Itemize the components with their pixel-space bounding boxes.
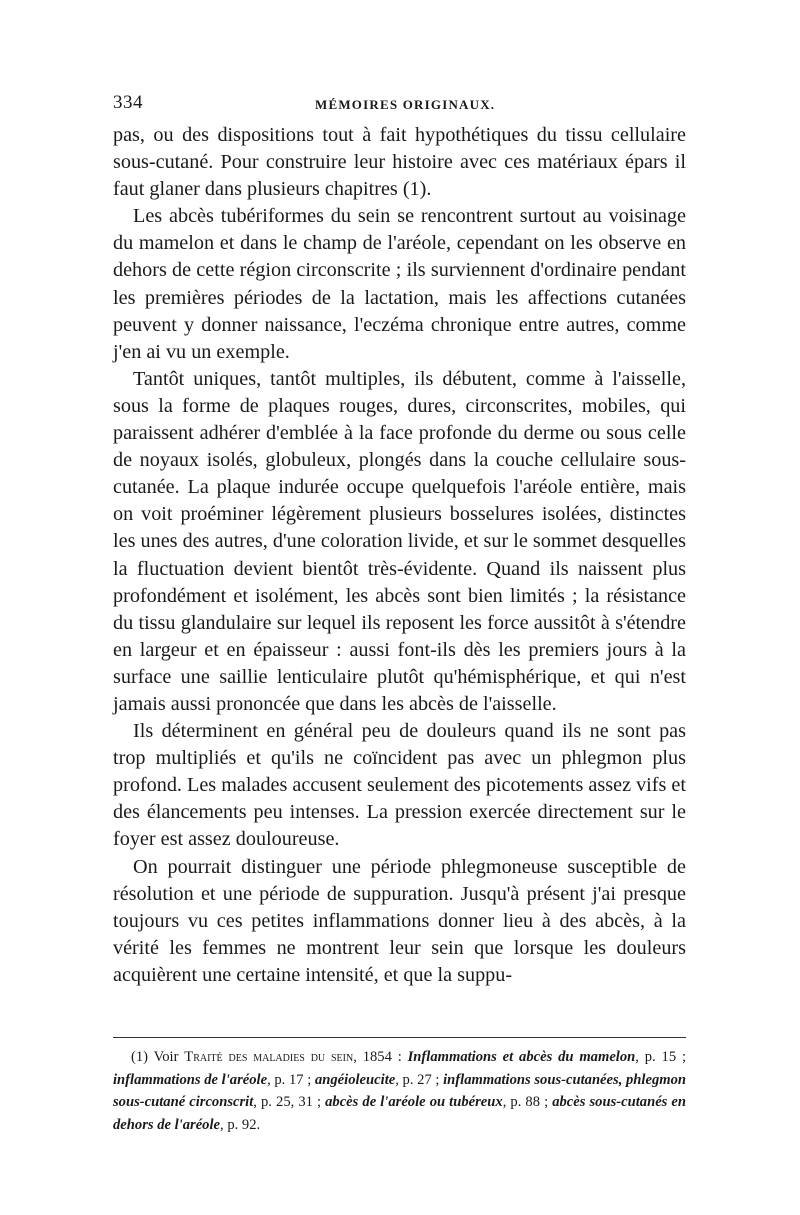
page-header bbox=[113, 92, 686, 122]
paragraph-5: On pourrait distinguer une période phlegmoneuse susceptible de résolution et une période de suppuration. Jusqu'à présent j'ai presque toujours vu ces petites inflammations donner lieu à des abcès, à la vérité les femmes ne montrent leur sein que lorsque les douleurs acquièrent une certaine intensité, et que la suppu- bbox=[113, 855, 686, 986]
footnote-ref-1-title: Inflammations et abcès du mamelon bbox=[407, 1049, 636, 1065]
footnote-year: , 1854 : bbox=[353, 1049, 408, 1065]
footnote-ref-4-page: , p. 25, 31 ; bbox=[253, 1094, 326, 1110]
paragraph-2: Les abcès tubériformes du sein se rencontrent surtout au voisinage du mamelon et dans le champ de l'aréole, cependant on les observe en dehors de cette région circonscrite ; ils surviennent d'ordinaire pendant les premières périodes de la lactation, mais les affections cutanées peuvent y donner naissance, l'eczéma chronique entre autres, comme j'en ai vu un exemple. bbox=[113, 205, 686, 363]
body-text bbox=[113, 122, 686, 989]
footnote-ref-5-title: abcès de l'aréole ou tubéreux bbox=[325, 1094, 503, 1110]
footnote-marker: (1) Voir bbox=[131, 1049, 185, 1065]
footnote-divider bbox=[113, 1037, 686, 1038]
footnote-ref-1-page: , p. 15 ; bbox=[635, 1049, 687, 1065]
paragraph-1: pas, ou des dispositions tout à fait hypothétiques du tissu cellulaire sous-cutané. Pour construire leur histoire avec ces matériaux épars il faut glaner dans plusieurs chapitres (1). bbox=[113, 124, 686, 201]
page-number: 334 bbox=[113, 92, 143, 113]
footnote-ref-2-page: , p. 17 ; bbox=[267, 1071, 315, 1088]
footnote bbox=[113, 1046, 686, 1136]
footnote-ref-4-title: inflammations sous-cutanées, phlegmon sous-cutané circonscrit bbox=[113, 1071, 687, 1110]
footnote-ref-6-title: abcès sous-cutanés en dehors de l'aréole bbox=[113, 1094, 687, 1133]
footnote-ref-5-page: , p. 88 ; bbox=[502, 1094, 553, 1110]
footnote-ref-2-title: inflammations de l'aréole bbox=[113, 1071, 268, 1088]
paragraph-3: Tantôt uniques, tantôt multiples, ils débutent, comme à l'aisselle, sous la forme de plaques rouges, dures, circonscrites, mobiles, qui paraissent adhérer d'emblée à la face profonde du derme ou sous celle de noyaux isolés, globuleux, plongés dans la couche cellulaire sous-cutanée. La plaque indurée occupe quelquefois l'aréole entière, mais on voit proéminer légèrement plusieurs bosselures isolées, distinctes les unes des autres, d'une coloration livide, et sur le sommet desquelles la fluctuation devient bientôt très-évidente. Quand ils naissent plus profondément et isolément, les abcès sont bien limités ; la résistance du tissu glandulaire sur lequel ils reposent les force aussitôt à s'étendre en largeur et en épaisseur : aussi font-ils dès les premiers jours à la surface une saillie lenticulaire plutôt qu'hémisphérique, et qui n'est jamais aussi prononcée que dans les abcès de l'aisselle. bbox=[113, 367, 686, 715]
paragraph-4: Ils déterminent en général peu de douleurs quand ils ne sont pas trop multipliés et qu'ils ne coïncident pas avec un phlegmon plus profond. Les malades accusent seulement des picotements assez vifs et des élancements peu intenses. La pression exercée directement sur le foyer est assez douloureuse. bbox=[113, 720, 686, 851]
page bbox=[113, 92, 686, 989]
footnote-ref-3-title: angéioleucite bbox=[314, 1071, 396, 1088]
running-head: MÉMOIRES ORIGINAUX. bbox=[315, 97, 496, 112]
footnote-ref-6-page: , p. 92. bbox=[220, 1116, 261, 1133]
footnote-book-title: Traité des maladies du sein bbox=[184, 1049, 354, 1065]
footnote-ref-3-page: , p. 27 ; bbox=[395, 1071, 444, 1088]
